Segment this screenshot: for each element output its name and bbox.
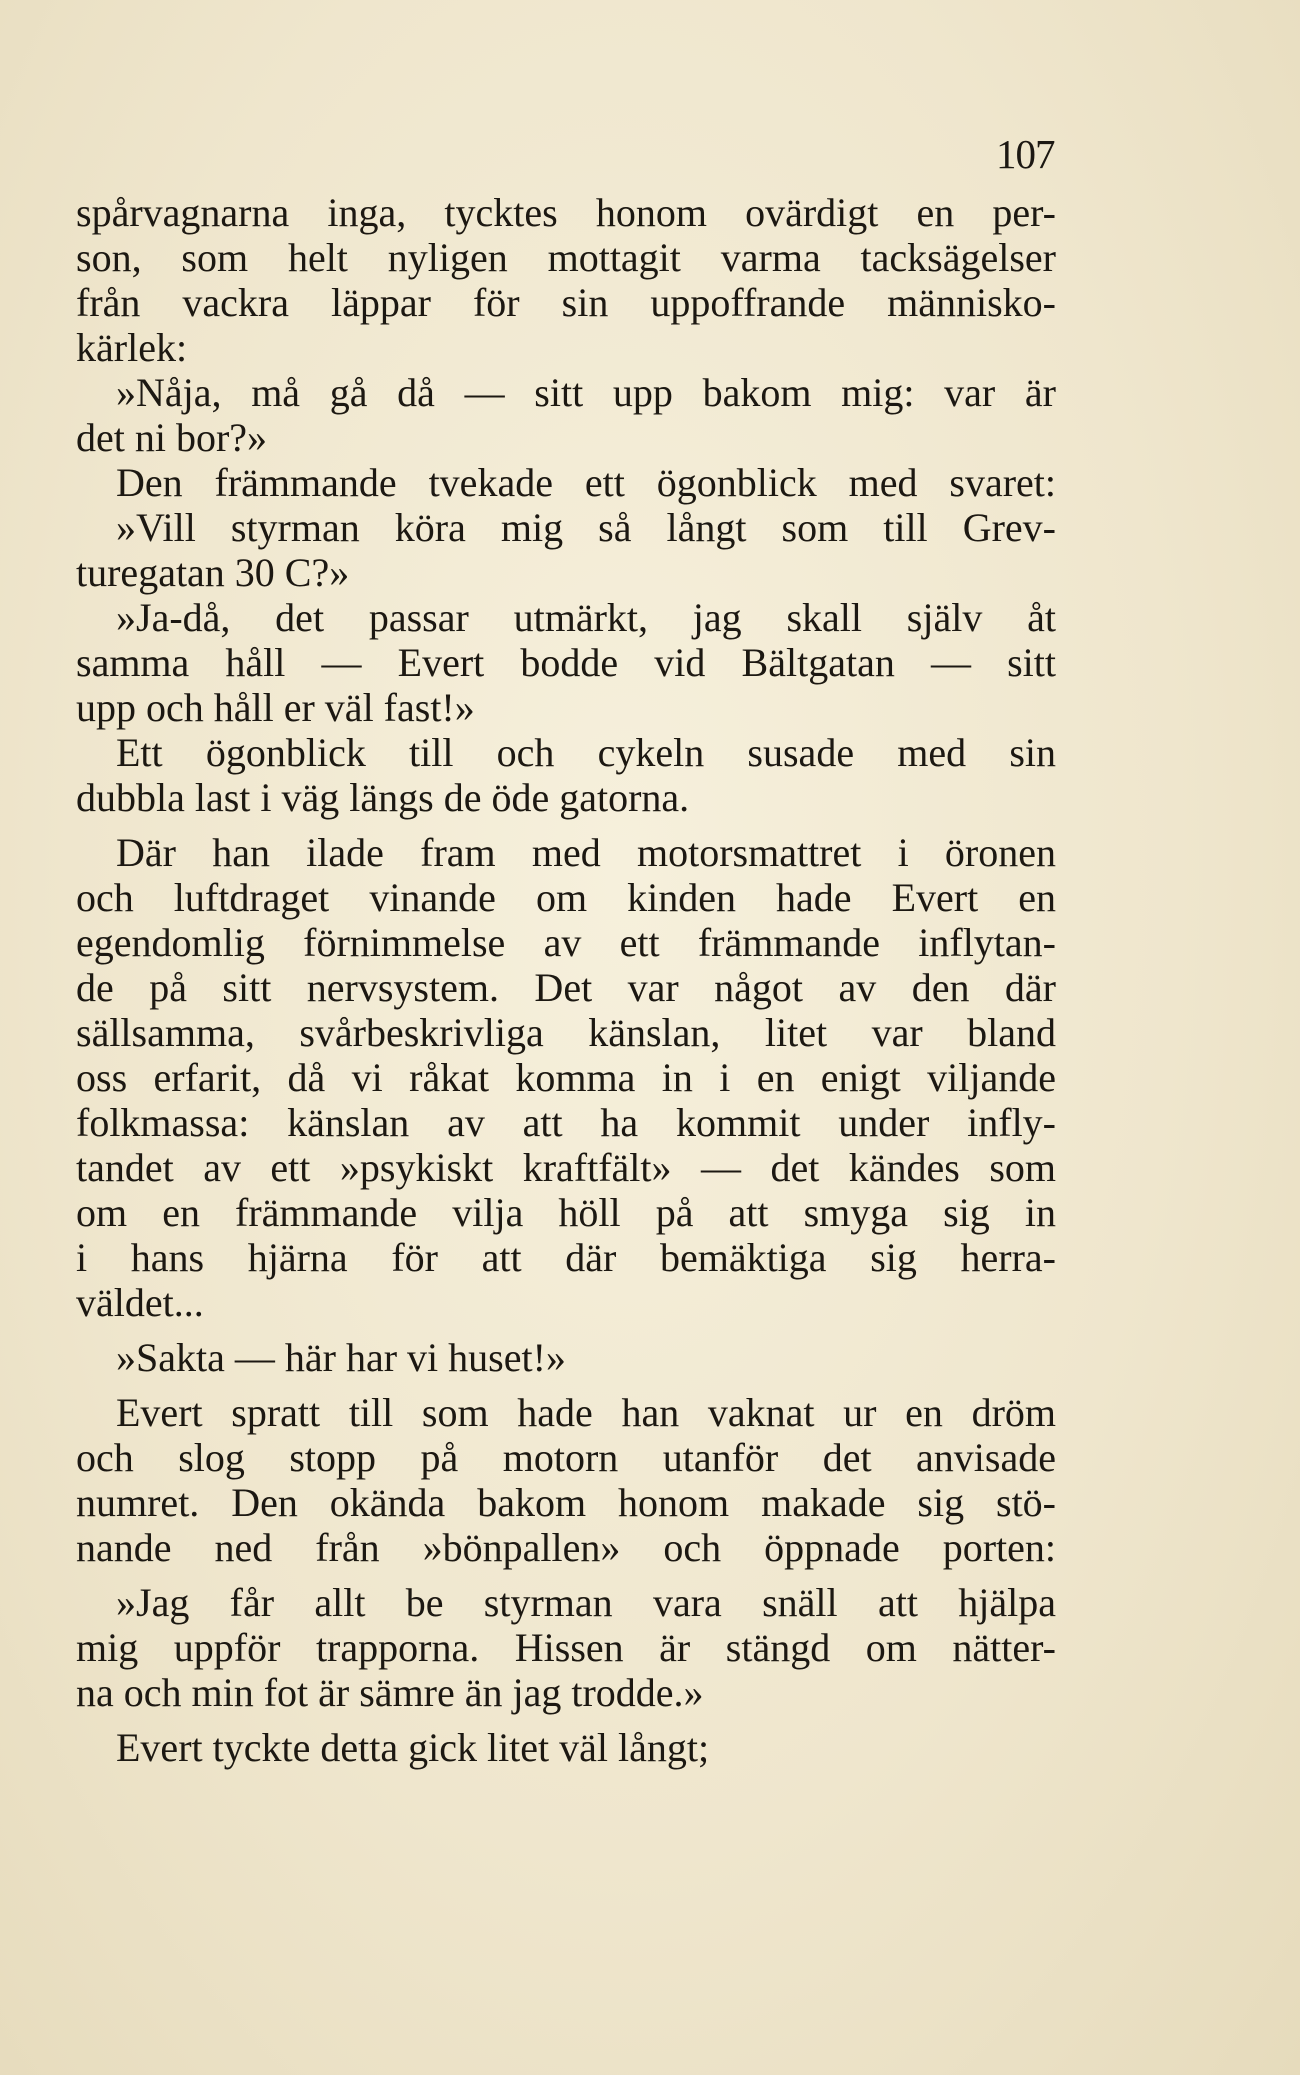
- paragraph-gap: [76, 820, 1056, 830]
- paragraph: [76, 505, 1056, 595]
- text-line: det ni bor?»: [76, 415, 268, 460]
- text-line: tandet av ett »psykiskt kraftfält» — det kändes som: [76, 1145, 1056, 1190]
- text-line: Där han ilade fram med motorsmattret i öronen: [116, 830, 1056, 875]
- text-line: Den främmande tvekade ett ögonblick med svaret:: [116, 460, 1056, 505]
- text-line: Evert tyckte detta gick litet väl långt;: [116, 1725, 710, 1770]
- paragraph: [76, 595, 1056, 730]
- paragraph: [76, 1725, 1056, 1770]
- text-line: och slog stopp på motorn utanför det anvisade: [76, 1435, 1056, 1480]
- text-line: »Ja-då, det passar utmärkt, jag skall själv åt: [116, 595, 1056, 640]
- paragraph: [76, 1580, 1056, 1715]
- text-line: från vackra läppar för sin uppoffrande människo-: [76, 280, 1056, 325]
- paragraph: [76, 1335, 1056, 1380]
- text-line: de på sitt nervsystem. Det var något av den där: [76, 965, 1056, 1010]
- text-line: om en främmande vilja höll på att smyga sig in: [76, 1190, 1056, 1235]
- text-line: Evert spratt till som hade han vaknat ur en dröm: [116, 1390, 1056, 1435]
- text-line: folkmassa: känslan av att ha kommit under infly-: [76, 1100, 1056, 1145]
- paragraph: [76, 460, 1056, 505]
- text-line: väldet...: [76, 1280, 204, 1325]
- text-line: sällsamma, svårbeskrivliga känslan, litet var bland: [76, 1010, 1056, 1055]
- text-line: »Vill styrman köra mig så långt som till Grev-: [116, 505, 1056, 550]
- text-line: upp och håll er väl fast!»: [76, 685, 475, 730]
- text-line: »Jag får allt be styrman vara snäll att hjälpa: [116, 1580, 1056, 1625]
- text-line: mig uppför trapporna. Hissen är stängd om nätter-: [76, 1625, 1056, 1670]
- text-line: egendomlig förnimmelse av ett främmande inflytan-: [76, 920, 1056, 965]
- page-number: 107: [996, 131, 1055, 177]
- text-line: spårvagnarna inga, tycktes honom ovärdigt en per-: [76, 190, 1056, 235]
- paragraph: [76, 190, 1056, 370]
- text-line: i hans hjärna för att där bemäktiga sig herra-: [76, 1235, 1056, 1280]
- text-line: dubbla last i väg längs de öde gatorna.: [76, 775, 690, 820]
- paragraph-gap: [76, 1570, 1056, 1580]
- text-line: numret. Den okända bakom honom makade sig stö-: [76, 1480, 1056, 1525]
- text-line: son, som helt nyligen mottagit varma tacksägelser: [76, 235, 1056, 280]
- paragraph-gap: [76, 1325, 1056, 1335]
- text-line: Ett ögonblick till och cykeln susade med sin: [116, 730, 1056, 775]
- text-line: kärlek:: [76, 325, 188, 370]
- text-line: turegatan 30 C?»: [76, 550, 350, 595]
- text-line: oss erfarit, då vi råkat komma in i en enigt viljande: [76, 1055, 1056, 1100]
- text-line: och luftdraget vinande om kinden hade Evert en: [76, 875, 1056, 920]
- text-line: na och min fot är sämre än jag trodde.»: [76, 1670, 704, 1715]
- text-line: samma håll — Evert bodde vid Bältgatan — sitt: [76, 640, 1056, 685]
- body-text: [76, 190, 1056, 1770]
- text-line: nande ned från »bönpallen» och öppnade porten:: [76, 1525, 1056, 1570]
- paragraph: [76, 1390, 1056, 1570]
- paragraph: [76, 730, 1056, 820]
- text-line: »Sakta — här har vi huset!»: [116, 1335, 566, 1380]
- paragraph-gap: [76, 1380, 1056, 1390]
- paragraph-gap: [76, 1715, 1056, 1725]
- text-line: »Nåja, må gå då — sitt upp bakom mig: var är: [116, 370, 1056, 415]
- paragraph: [76, 830, 1056, 1325]
- paragraph: [76, 370, 1056, 460]
